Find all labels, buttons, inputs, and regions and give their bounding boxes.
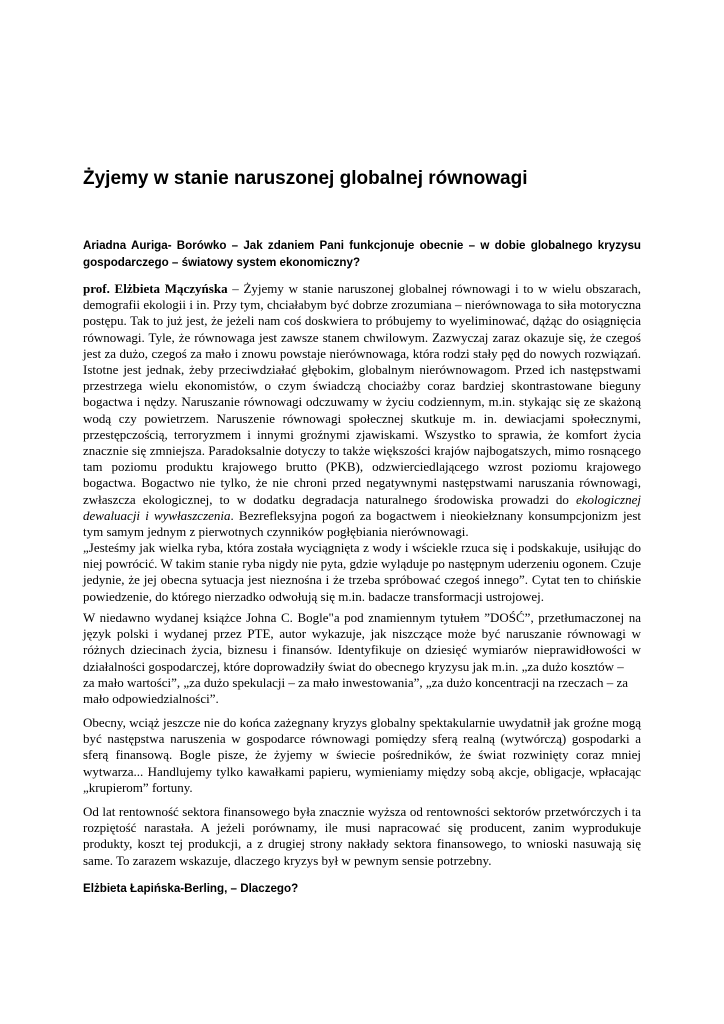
- article-title: Żyjemy w stanie naruszonej globalnej równowagi: [83, 168, 528, 189]
- answer-text-a: – Żyjemy w stanie naruszonej globalnej równowagi i to w wielu obszarach, demografii ekologii i in. Przy tym, chciałabym być dobrze zrozumiana – nierównowaga to siła motoryczna postępu. Tak to już jest, że jeżeli nam coś doskwiera to próbujemy to wyeliminować, dążąc do osiągnięcia równowagi. Tyle, że równowaga jest zawsze stanem chwilowym. Zazwyczaj zaraz okazuje się, że czegoś jest za dużo, czegoś za mało i znowu powstaje nierównowaga, która rodzi stały pęd do nowych rozwiązań. Istotne jest jednak, żeby przeciwdziałać głębokim, globalnym nierównowagom. Przed ich następstwami przestrzega wielu ekonomistów, o czym świadczą chociażby coraz bardziej skontrastowane bieguny bogactwa i nędzy. Naruszanie równowagi odczuwamy w życiu codziennym, m.in. stykając się ze skażoną wodą czy powietrzem. Naruszenie równowagi społecznej skutkuje m. in. dewiacjami społecznymi, przestępczością, terroryzmem i innymi groźnymi zjawiskami. Wszystko to sprawia, że komfort życia znacznie się zmniejsza. Paradoksalnie dotyczy to także większości krajów najbogatszych, mimo rosnącego tam poziomu produktu krajowego brutto (PKB), odzwierciedlającego wzrost poziomu krajowego bogactwa. Bogactwo nie tylko, że nie chroni przed negatywnymi następstwami naruszania równowagi, zwłaszcza ekologicznej, to w dodatku degradacja naturalnego środowiska prowadzi do: [83, 281, 642, 507]
- book-paragraph-continuation: za mało wartości”, „za dużo spekulacji – za mało inwestowania”, „za dużo koncentracji na rzeczach – za mało odpowiedzialności”.: [83, 674, 628, 707]
- quote-paragraph: „Jesteśmy jak wielka ryba, która została wyciągnięta z wody i wściekle rzuca się i podskakuje, usiłując do niej powrócić. W takim stanie ryba nigdy nie pyta, gdzie wyląduje po następnym uderzeniu ogonem. Czuje jedynie, że jej obecna sytuacja jest nieznośna i że trzeba spróbować czegoś innego”. Cytat ten to chińskie powiedzenie, do którego nierzadko odwołują się m.in. badacze transformacji ustrojowej.: [83, 540, 641, 604]
- interview-question-1: Ariadna Auriga- Borówko – Jak zdaniem Pani funkcjonuje obecnie – w dobie globalnego kryzysu gospodarczego – światowy system ekonomiczny?: [83, 239, 641, 269]
- book-paragraph-text: W niedawno wydanej książce Johna C. Bogle"a pod znamiennym tytułem ”DOŚĆ”, przetłumaczonej na język polski i wydanej przez PTE, autor wykazuje, jak niszczące może być naruszanie równowagi w różnych dziecinach życia, biznesu i finansów. Identyfikuje on dziesięć wymiarów nieprawidłowości w działalności gospodarczej, które doprowadziły świat do obecnego kryzysu jak m.in. „za dużo kosztów –: [83, 610, 641, 674]
- book-paragraph: [83, 610, 641, 707]
- interview-question-2: Elżbieta Łapińska-Berling, – Dlaczego?: [83, 882, 299, 895]
- answer-paragraph-1: [83, 281, 641, 540]
- crisis-paragraph: Obecny, wciąż jeszcze nie do końca zażegnany kryzys globalny spektakularnie uwydatnił jak groźne mogą być następstwa naruszenia w gospodarce równowagi pomiędzy sferą realną (wytwórczą) gospodarki a sferą finansową. Bogle pisze, że żyjemy w świecie pośredników, że świat rozwinięty coraz mniej wytwarza... Handlujemy tylko kawałkami papieru, wymieniamy między sobą akcje, obligacje, wpłacając „krupierom” fortuny.: [83, 715, 641, 795]
- speaker-name: prof. Elżbieta Mączyńska: [83, 281, 228, 296]
- profitability-paragraph: Od lat rentowność sektora finansowego była znacznie wyższa od rentowności sektorów przetwórczych i ta rozpiętość narastała. A jeżeli porównamy, ile musi napracować się producent, zanim wyprodukuje produkty, koszt tej produkcji, a z drugiej strony nakłady sektora finansowego, to wnioski nasuwają się same. To zarazem wskazuje, dlaczego kryzys był w pewnym sensie potrzebny.: [83, 804, 641, 868]
- italic-phrase: ekologicznej dewaluacji i wywłaszczenia: [83, 491, 641, 523]
- answer-text-b: . Bezrefleksyjna pogoń za bogactwem i nieokiełznany konsumpcjonizm jest tym samym jednym z pierwotnych czynników pogłębiania nierównowagi.: [83, 507, 641, 540]
